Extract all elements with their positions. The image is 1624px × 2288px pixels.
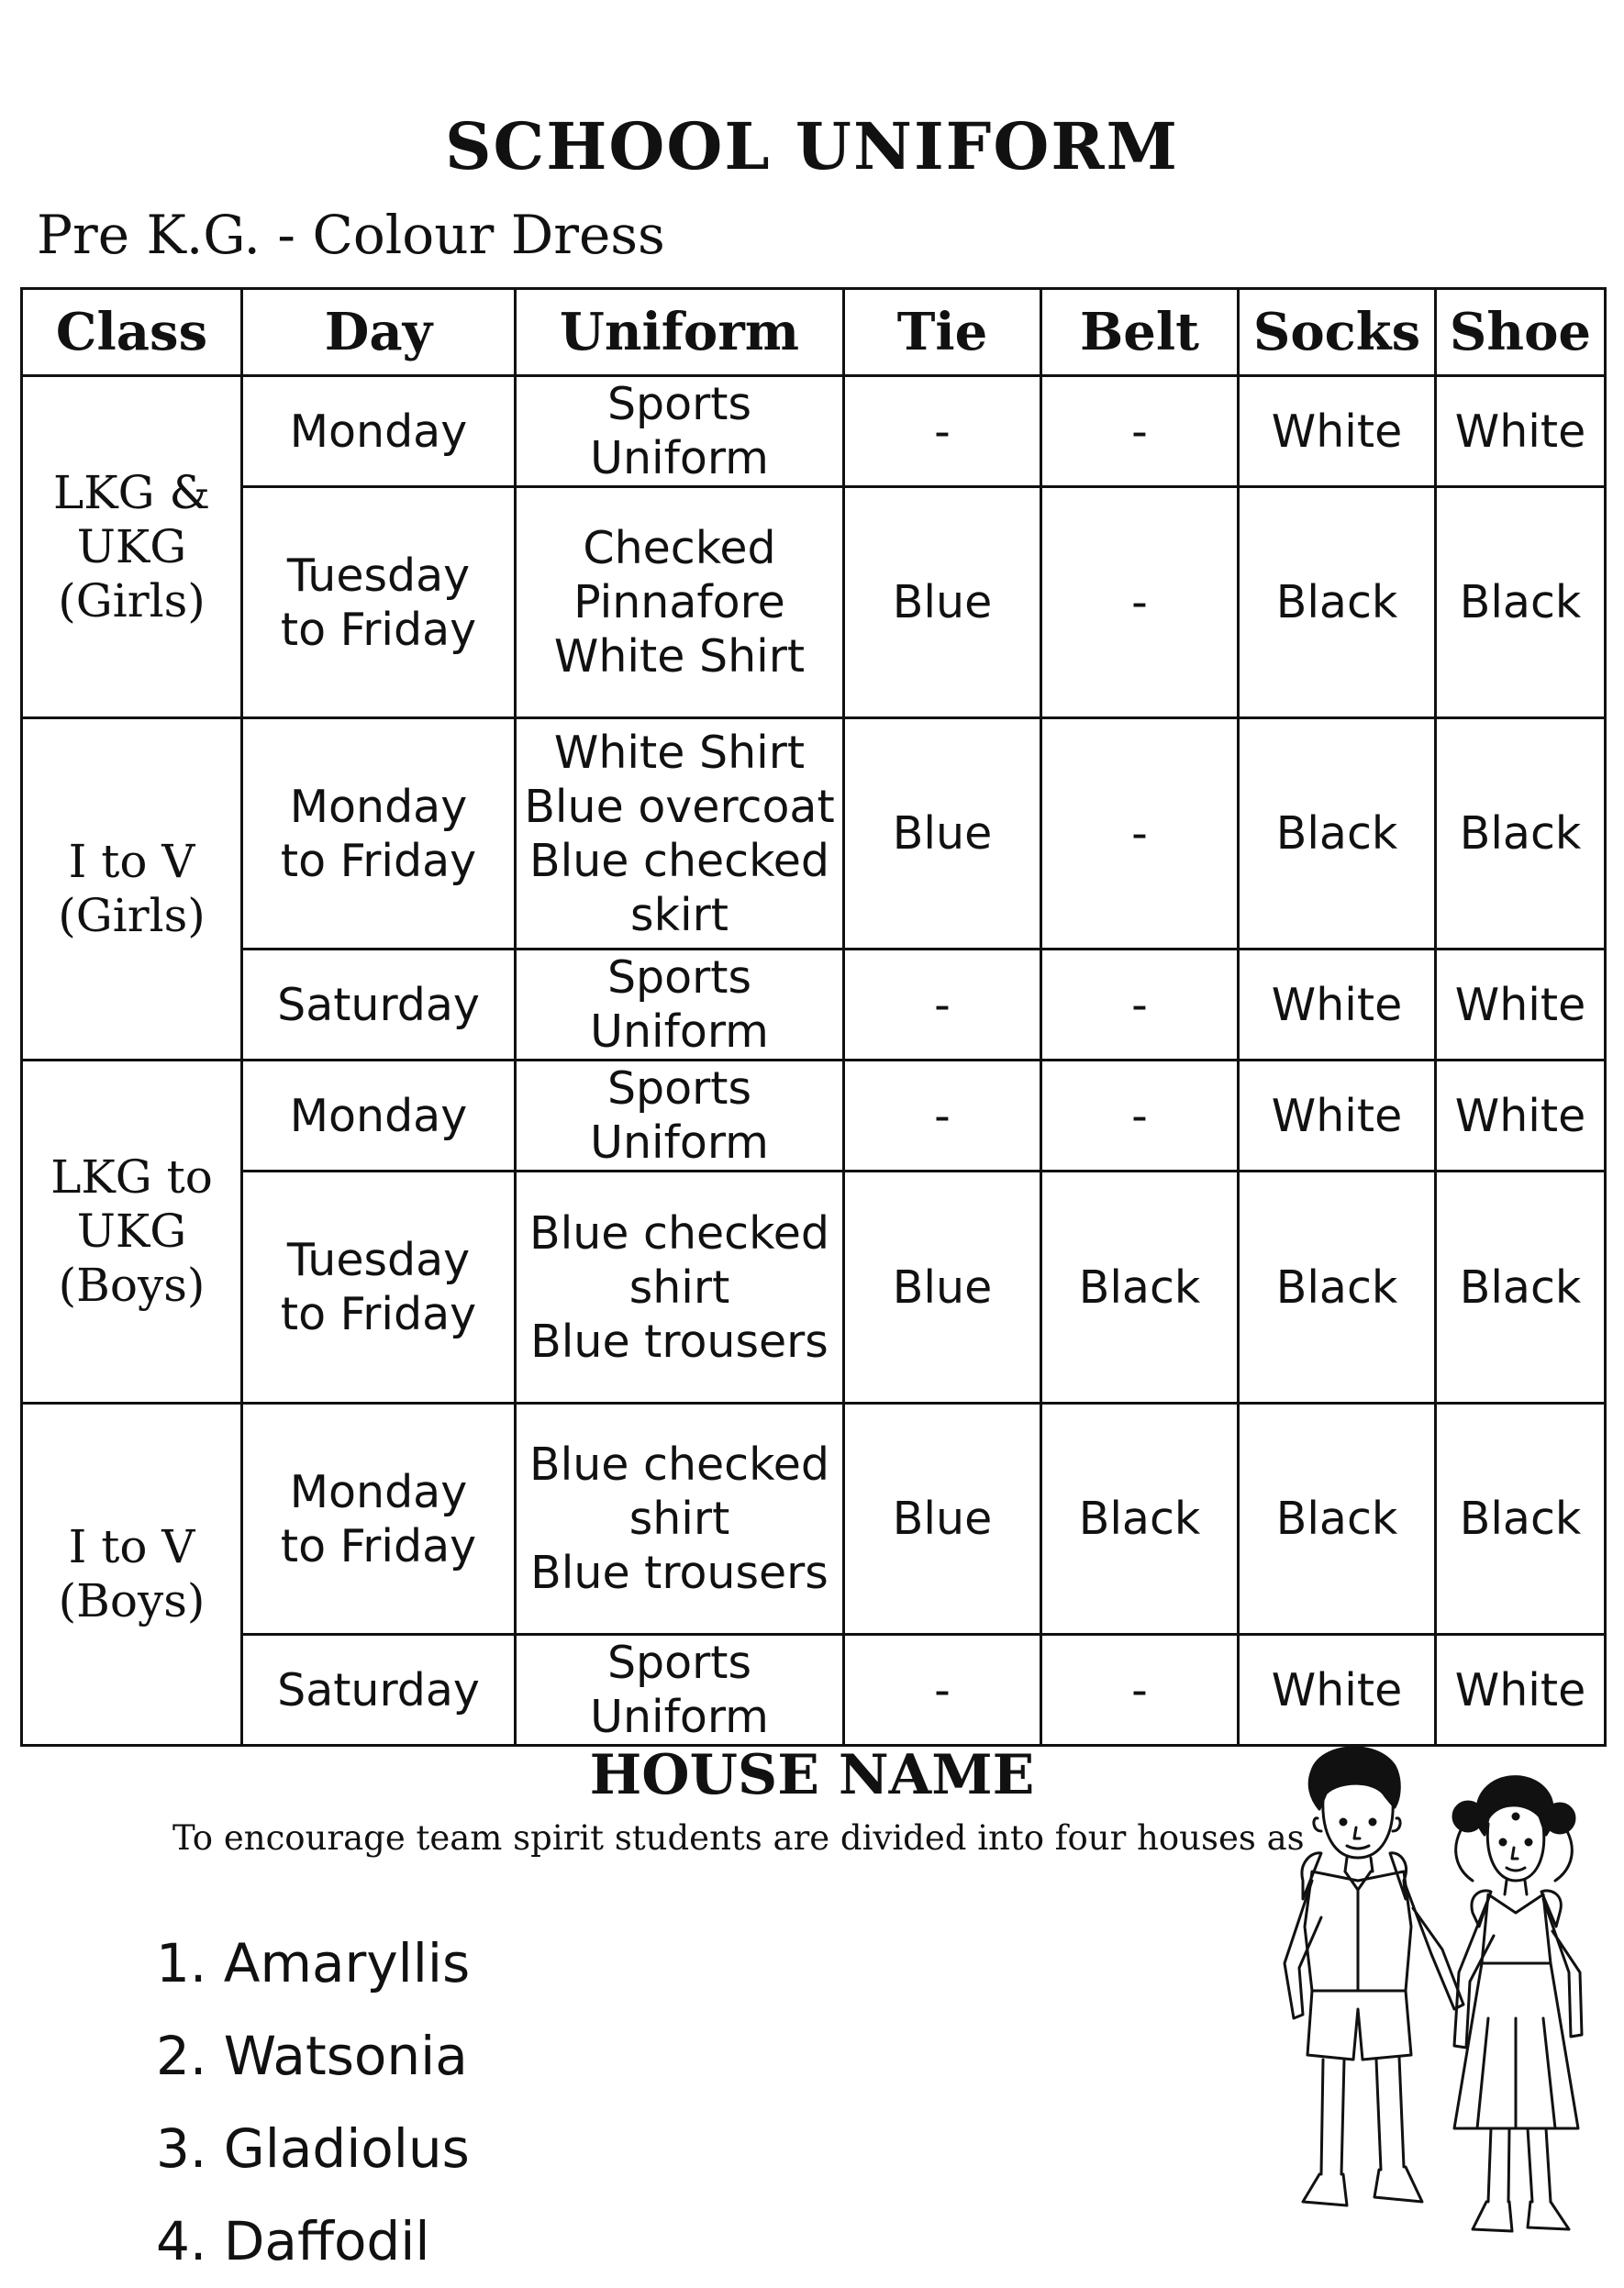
belt-cell: Black	[1041, 1172, 1239, 1404]
uniform-cell: Blue checked shirt Blue trousers	[516, 1404, 844, 1635]
uniform-cell: Blue checked shirt Blue trousers	[516, 1172, 844, 1404]
day-cell: Monday	[242, 376, 516, 487]
page-subtitle: Pre K.G. - Colour Dress	[37, 204, 665, 266]
belt-cell: -	[1041, 376, 1239, 487]
class-cell: LKG to UKG (Boys)	[22, 1061, 242, 1404]
day-cell: Monday to Friday	[242, 718, 516, 950]
belt-cell: -	[1041, 1061, 1239, 1172]
uniform-table	[20, 287, 1607, 1747]
table-row	[22, 950, 1606, 1061]
header-class: Class	[22, 289, 242, 376]
uniform-cell: Checked Pinnafore White Shirt	[516, 487, 844, 718]
uniform-cell: Sports Uniform	[516, 1635, 844, 1746]
shoe-cell: Black	[1436, 487, 1606, 718]
tie-cell: Blue	[844, 718, 1041, 950]
socks-cell: Black	[1239, 1404, 1436, 1635]
shoe-cell: Black	[1436, 1404, 1606, 1635]
tie-cell: -	[844, 1061, 1041, 1172]
header-socks: Socks	[1239, 289, 1436, 376]
tie-cell: Blue	[844, 1172, 1041, 1404]
tie-cell: -	[844, 376, 1041, 487]
socks-cell: Black	[1239, 718, 1436, 950]
header-tie: Tie	[844, 289, 1041, 376]
tie-cell: Blue	[844, 1404, 1041, 1635]
girl-figure	[1453, 1777, 1582, 2231]
table-row	[22, 487, 1606, 718]
table-row	[22, 376, 1606, 487]
header-shoe: Shoe	[1436, 289, 1606, 376]
shoe-cell: White	[1436, 1635, 1606, 1746]
day-cell: Tuesday to Friday	[242, 487, 516, 718]
class-cell: I to V (Boys)	[22, 1404, 242, 1746]
table-row	[22, 1061, 1606, 1172]
table-row	[22, 718, 1606, 950]
class-cell: LKG & UKG (Girls)	[22, 376, 242, 718]
tie-cell: -	[844, 1635, 1041, 1746]
page-title: SCHOOL UNIFORM	[444, 108, 1180, 184]
tie-cell: Blue	[844, 487, 1041, 718]
shoe-cell: Black	[1436, 1172, 1606, 1404]
shoe-cell: White	[1436, 1061, 1606, 1172]
uniform-cell: Sports Uniform	[516, 1061, 844, 1172]
table-row	[22, 1172, 1606, 1404]
day-cell: Saturday	[242, 950, 516, 1061]
shoe-cell: White	[1436, 376, 1606, 487]
table-row	[22, 1404, 1606, 1635]
socks-cell: Black	[1239, 1172, 1436, 1404]
belt-cell: -	[1041, 718, 1239, 950]
socks-cell: Black	[1239, 487, 1436, 718]
house-list	[156, 1917, 470, 2288]
boy-figure	[1285, 1748, 1463, 2205]
belt-cell: -	[1041, 1635, 1239, 1746]
table-row	[22, 1635, 1606, 1746]
list-item: 2. Watsonia	[156, 2025, 468, 2087]
table-header-row	[22, 289, 1606, 376]
shoe-cell: Black	[1436, 718, 1606, 950]
day-cell: Monday to Friday	[242, 1404, 516, 1635]
tie-cell: -	[844, 950, 1041, 1061]
list-item: 4. Daffodil	[156, 2210, 430, 2272]
class-cell: I to V (Girls)	[22, 718, 242, 1061]
uniform-cell: White Shirt Blue overcoat Blue checked skirt	[516, 718, 844, 950]
day-cell: Tuesday to Friday	[242, 1172, 516, 1404]
day-cell: Saturday	[242, 1635, 516, 1746]
header-day: Day	[242, 289, 516, 376]
house-title: HOUSE NAME	[589, 1743, 1035, 1807]
socks-cell: White	[1239, 1635, 1436, 1746]
belt-cell: -	[1041, 950, 1239, 1061]
house-intro: To encourage team spirit students are divided into four houses as	[172, 1818, 1305, 1858]
uniform-cell: Sports Uniform	[516, 950, 844, 1061]
shoe-cell: White	[1436, 950, 1606, 1061]
socks-cell: White	[1239, 950, 1436, 1061]
uniform-cell: Sports Uniform	[516, 376, 844, 487]
list-item: 3. Gladiolus	[156, 2117, 470, 2180]
header-belt: Belt	[1041, 289, 1239, 376]
socks-cell: White	[1239, 376, 1436, 487]
header-uniform: Uniform	[516, 289, 844, 376]
list-item: 1. Amaryllis	[156, 1932, 471, 1994]
belt-cell: -	[1041, 487, 1239, 718]
day-cell: Monday	[242, 1061, 516, 1172]
school-children-illustration	[1248, 1743, 1606, 2275]
socks-cell: White	[1239, 1061, 1436, 1172]
belt-cell: Black	[1041, 1404, 1239, 1635]
